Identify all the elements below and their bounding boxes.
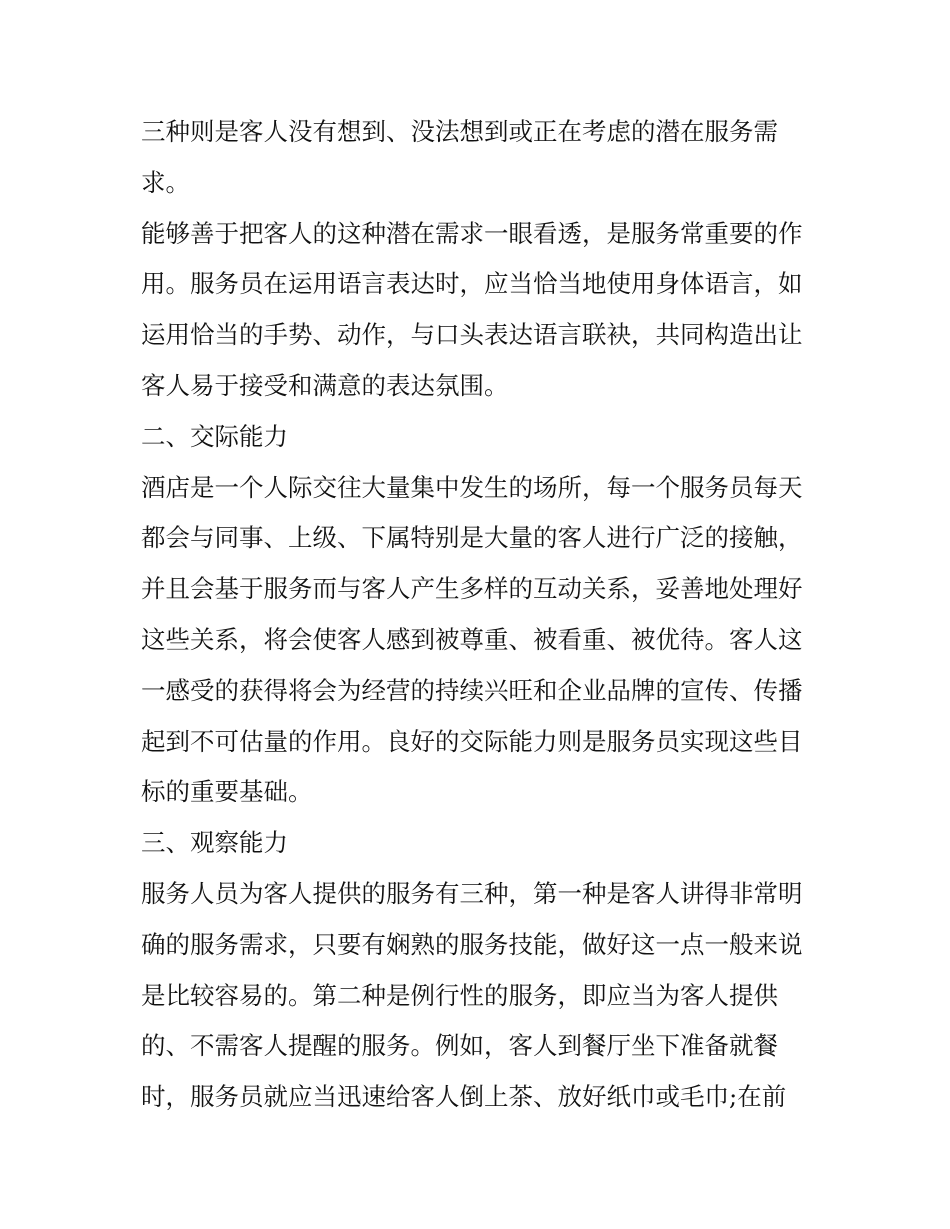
text-line: 是比较容易的。第二种是例行性的服务，即应当为客人提供	[141, 980, 778, 1010]
document-body	[141, 107, 821, 1123]
text-line: 求。	[141, 167, 190, 197]
text-line: 并且会基于服务而与客人产生多样的互动关系，妥善地处理好	[141, 574, 803, 604]
text-line: 用。服务员在运用语言表达时，应当恰当地使用身体语言，如	[141, 269, 803, 299]
text-line: 运用恰当的手势、动作，与口头表达语言联袂，共同构造出让	[141, 320, 803, 350]
text-line: 时，服务员就应当迅速给客人倒上茶、放好纸巾或毛巾;在前	[141, 1082, 787, 1112]
text-line: 三种则是客人没有想到、没法想到或正在考虑的潜在服务需	[141, 117, 778, 146]
text-line: 的、不需客人提醒的服务。例如，客人到餐厅坐下准备就餐	[141, 1031, 778, 1061]
section-heading: 二、交际能力	[141, 421, 288, 451]
text-line: 服务人员为客人提供的服务有三种，第一种是客人讲得非常明	[141, 878, 803, 908]
text-line: 能够善于把客人的这种潜在需求一眼看透，是服务常重要的作	[141, 218, 803, 248]
text-line: 酒店是一个人际交往大量集中发生的场所，每一个服务员每天	[141, 472, 803, 502]
text-line: 确的服务需求，只要有娴熟的服务技能，做好这一点一般来说	[141, 929, 803, 959]
text-line: 客人易于接受和满意的表达氛围。	[141, 370, 509, 400]
text-line: 一感受的获得将会为经营的持续兴旺和企业品牌的宣传、传播	[141, 675, 803, 705]
text-line: 起到不可估量的作用。良好的交际能力则是服务员实现这些目	[141, 726, 803, 756]
text-line: 这些关系，将会使客人感到被尊重、被看重、被优待。客人这	[141, 624, 803, 654]
text-line: 都会与同事、上级、下属特别是大量的客人进行广泛的接触，	[141, 523, 803, 553]
section-heading: 三、观察能力	[141, 828, 288, 858]
text-line: 标的重要基础。	[141, 777, 313, 807]
